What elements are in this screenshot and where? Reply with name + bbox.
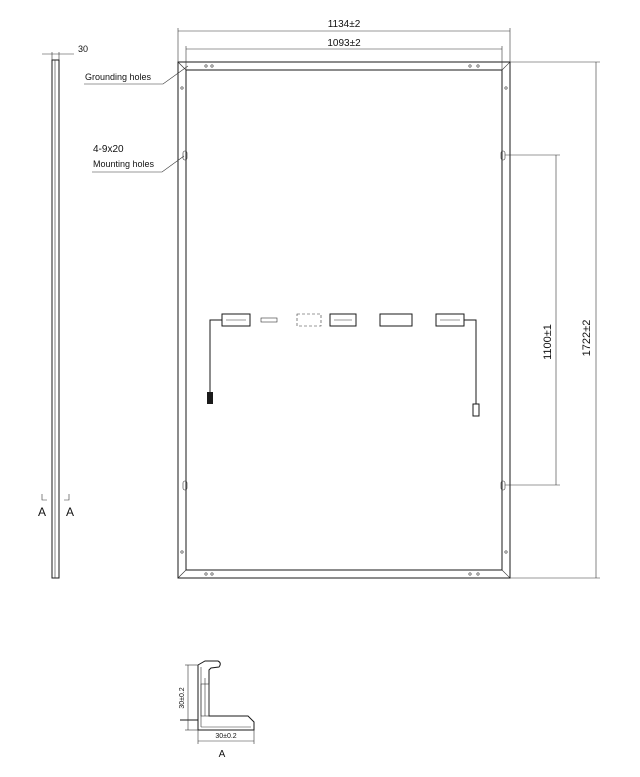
profile-height-label: 30±0.2 — [179, 687, 186, 709]
cable-right — [464, 320, 476, 404]
junction-box-blank — [380, 314, 412, 326]
profile-outline — [180, 661, 254, 730]
junction-box-dashed — [297, 314, 321, 326]
overall-width-label: 1134±2 — [327, 19, 361, 30]
front-view — [178, 62, 510, 578]
section-a-profile — [179, 661, 254, 760]
bypass-slot — [261, 318, 277, 322]
callouts — [84, 66, 188, 172]
mounting-holes-label: Mounting holes — [93, 159, 155, 169]
section-marker-right — [64, 494, 69, 500]
junction-box-assembly — [207, 314, 479, 416]
overall-height-label: 1722±2 — [581, 319, 593, 357]
thickness-dim-label: 30 — [78, 44, 89, 54]
profile-width-label: 30±0.2 — [215, 733, 237, 740]
cable-left — [210, 320, 222, 392]
grounding-holes-label: Grounding holes — [85, 72, 152, 82]
right-dimensions — [505, 62, 600, 578]
section-label-left: A — [38, 505, 47, 519]
connector-left — [207, 392, 213, 404]
mount-spacing-label: 1100±1 — [542, 324, 554, 360]
inner-width-label: 1093±2 — [327, 38, 361, 49]
mount-size-label: 4-9x20 — [93, 144, 124, 155]
connector-right — [473, 404, 479, 416]
section-label-right: A — [66, 505, 75, 519]
mounting-holes — [183, 151, 505, 490]
profile-section-label: A — [218, 749, 226, 760]
section-marker-left — [42, 494, 47, 500]
side-view — [38, 44, 88, 578]
side-frame-outer — [52, 60, 59, 578]
